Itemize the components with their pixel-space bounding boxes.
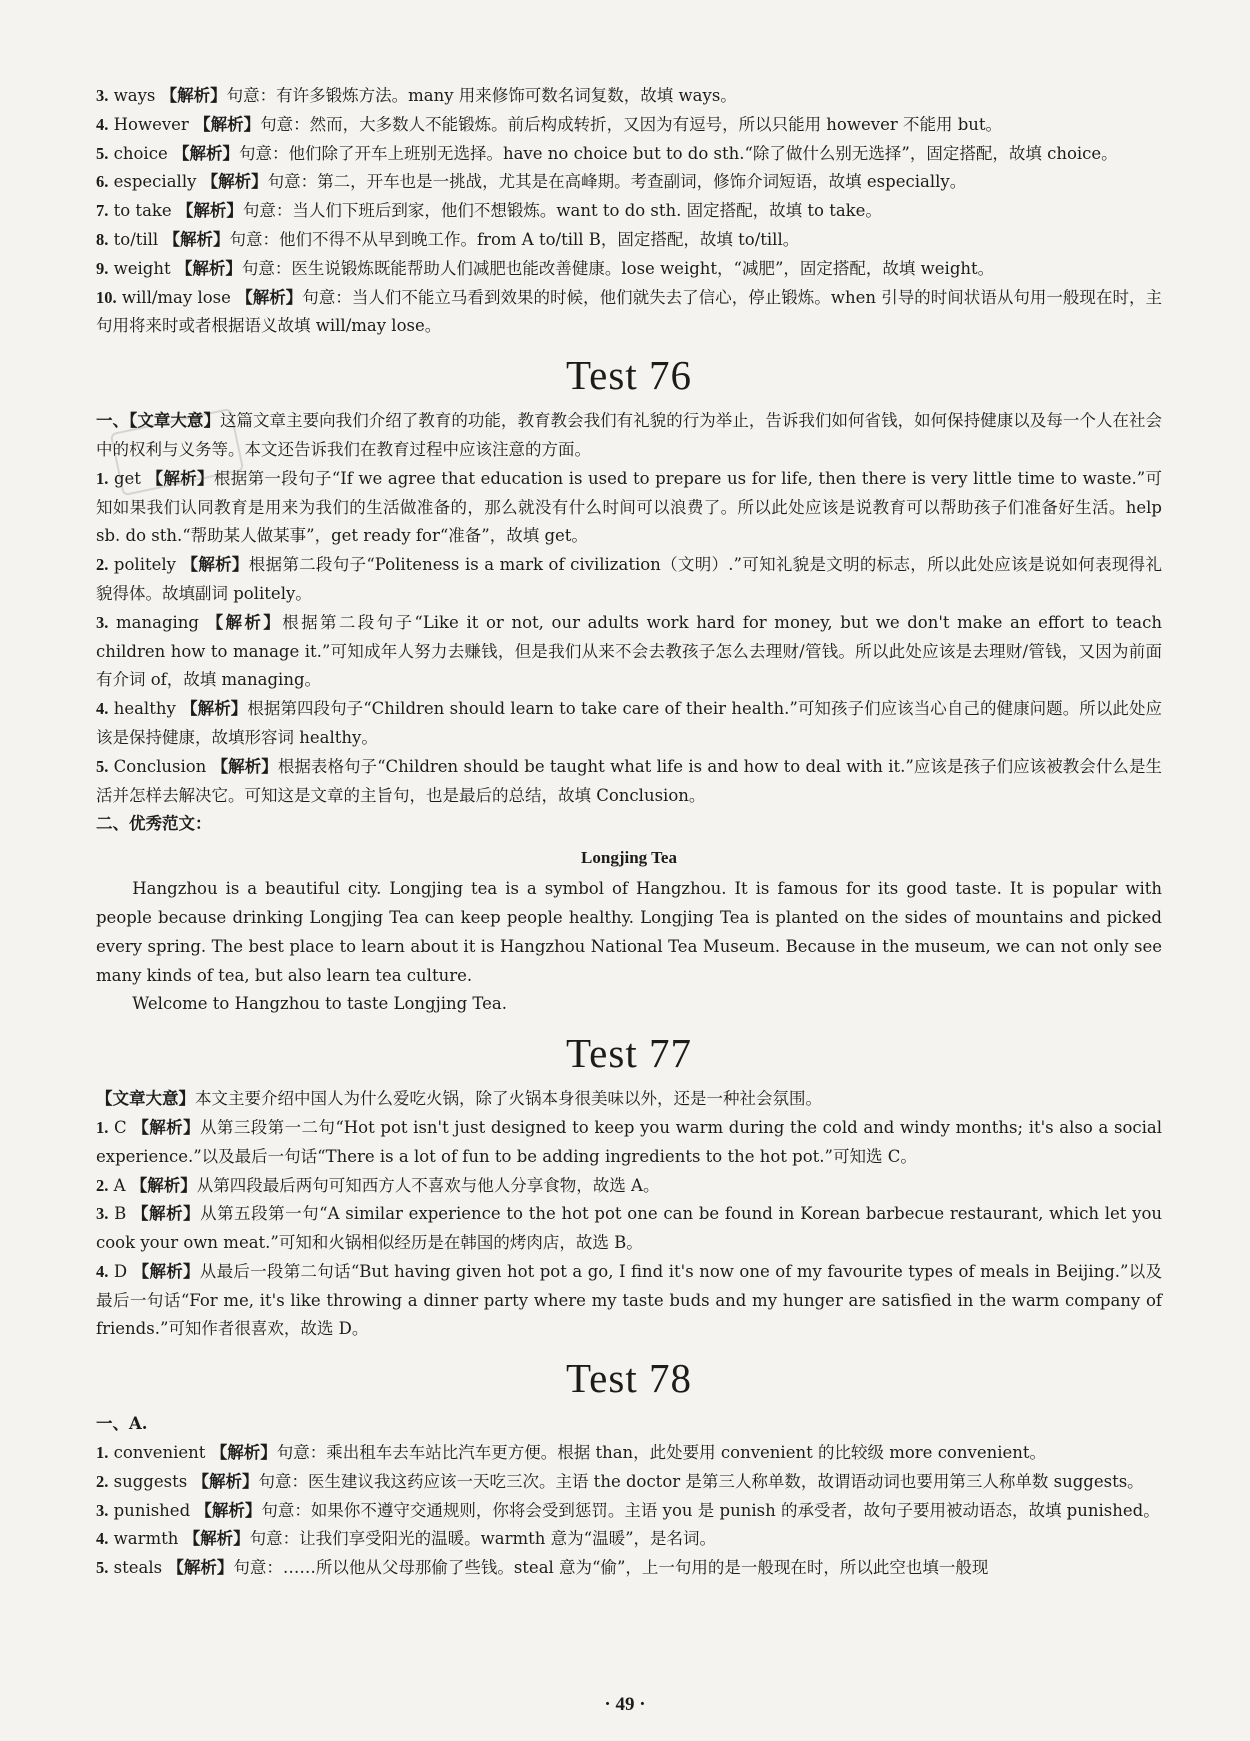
answer-item: 1. C 【解析】从第三段第一二句“Hot pot isn't just designed to keep you warm during the cold and windy months; it's also a social experience.”以及最后一句话“There is a lot of fun to be adding ingredients to the hot pot.”可知选 C。: [96, 1117, 1163, 1166]
page-number: · 49 ·: [604, 1694, 646, 1715]
answer-item: 3. B 【解析】从第五段第一句“A similar experience to the hot pot one can be found in Korean barbecue restaurant, which let you cook your own meat.”可知和火锅相似经历是在韩国的烤肉店，故选 B。: [96, 1204, 1163, 1253]
test76-summary: 一、【文章大意】这篇文章主要向我们介绍了教育的功能，教育教会我们有礼貌的行为举止，告诉我们如何省钱，如何保持健康以及每一个人在社会中的权利与义务等。本文还告诉我们在教育过程中应该注意的方面。: [96, 411, 1162, 459]
answer-item: 4. D 【解析】从最后一段第二句话“But having given hot pot a go, I find it's now one of my favourite types of meals in Beijing.”以及最后一句话“For me, it's like throwing a dinner party where my taste buds and my hunger are satisfied in the warm company of friends.”可知作者很喜欢，故选 D。: [96, 1261, 1163, 1339]
answer-item: 5. steals 【解析】句意：……所以他从父母那偷了些钱。steal 意为“偷”，上一句用的是一般现在时，所以此空也填一般现: [96, 1558, 989, 1578]
test77-summary: 【文章大意】本文主要介绍中国人为什么爱吃火锅，除了火锅本身很美味以外，还是一种社会氛围。: [96, 1089, 822, 1109]
answer-item: 1. convenient 【解析】句意：乘出租车去车站比汽车更方便。根据 than，此处要用 convenient 的比较级 more convenient。: [96, 1443, 1047, 1463]
answer-item: 6. especially 【解析】句意：第二，开车也是一挑战，尤其是在高峰期。考查副词，修饰介词短语，故填 especially。: [96, 172, 967, 192]
answer-item: 5. choice 【解析】句意：他们除了开车上班别无选择。have no choice but to do sth.“除了做什么别无选择”，固定搭配，故填 choice。: [96, 143, 1118, 163]
answer-item: 8. to/till 【解析】句意：他们不得不从早到晚工作。from A to/till B，固定搭配，故填 to/till。: [96, 229, 800, 249]
test75-answers: [96, 82, 1162, 341]
test77-heading: Test 77: [566, 1030, 692, 1077]
test78-heading: Test 78: [566, 1355, 692, 1402]
answer-item: 4. However 【解析】句意：然而，大多数人不能锻炼。前后构成转折，又因为有逗号，所以只能用 however 不能用 but。: [96, 114, 1003, 134]
essay-title: Longjing Tea: [581, 848, 677, 868]
answer-item: 2. politely 【解析】根据第二段句子“Politeness is a mark of civilization（文明）.”可知礼貌是文明的标志，所以此处应该是说如何表现得礼貌得体。故填副词 politely。: [96, 555, 1162, 603]
answer-item: 4. healthy 【解析】根据第四段句子“Children should learn to take care of their health.”可知孩子们应该当心自己的健康问题。所以此处应该是保持健康，故填形容词 healthy。: [96, 699, 1163, 747]
answer-item: 3. managing 【解析】根据第二段句子“Like it or not, our adults work hard for money, but we don't make an effort to teach children how to manage it.”可知成年人努力去赚钱，但是我们从来不会去教孩子怎么去理财/管钱。所以此处应该是去理财/管钱，又因为前面有介词 of，故填 managing。: [96, 612, 1163, 690]
answer-item: 5. Conclusion 【解析】根据表格句子“Children should be taught what life is and how to deal with it.”应该是孩子们应该被教会什么是生活并怎样去解决它。可知这是文章的主旨句，也是最后的总结，故填 Conclusion。: [96, 756, 1163, 805]
answer-item: 1. get 【解析】根据第一段句子“If we agree that education is used to prepare us for life, then there is very little time to waste.”可知如果我们认同教育是用来为我们的生活做准备的，那么就没有什么时间可以浪费了。所以此处应该是说教育可以帮助孩子们准备好生活。help sb. do sth.“帮助某人做某事”，get ready for“准备”，故填 get。: [96, 468, 1163, 546]
answer-item: 10. will/may lose 【解析】句意：当人们不能立马看到效果的时候，他们就失去了信心，停止锻炼。when 引导的时间状语从句用一般现在时，主句用将来时或者根据语义故填 will/may lose。: [96, 287, 1162, 336]
answer-page: [96, 82, 1162, 1583]
test76-heading: Test 76: [566, 352, 692, 399]
answer-item: 2. suggests 【解析】句意：医生建议我这药应该一天吃三次。主语 the doctor 是第三人称单数，故谓语动词也要用第三人称单数 suggests。: [96, 1471, 1144, 1491]
essay-label: 二、优秀范文：: [96, 814, 212, 834]
essay-paragraph: Hangzhou is a beautiful city. Longjing tea is a symbol of Hangzhou. It is famous for its good taste. It is popular with people because drinking Longjing Tea can keep people healthy. Longjing Tea is planted on the sides of mountains and picked every spring. The best place to learn about it is Hangzhou National Tea Museum. Because in the museum, we can not only see many kinds of tea, but also learn tea culture.: [96, 879, 1162, 985]
essay-paragraph: Welcome to Hangzhou to taste Longjing Tea.: [132, 994, 507, 1014]
answer-item: 4. warmth 【解析】句意：让我们享受阳光的温暖。warmth 意为“温暖”，是名词。: [96, 1529, 717, 1549]
answer-item: 9. weight 【解析】句意：医生说锻炼既能帮助人们减肥也能改善健康。lose weight，“减肥”，固定搭配，故填 weight。: [96, 258, 995, 278]
answer-item: 3. punished 【解析】句意：如果你不遵守交通规则，你将会受到惩罚。主语 you 是 punish 的承受者，故句子要用被动语态，故填 punished。: [96, 1500, 1160, 1520]
answer-item: 2. A 【解析】从第四段最后两句可知西方人不喜欢与他人分享食物，故选 A。: [96, 1175, 660, 1195]
answer-item: 3. ways 【解析】句意：有许多锻炼方法。many 用来修饰可数名词复数，故填 ways。: [96, 86, 737, 105]
answer-item: 7. to take 【解析】句意：当人们下班后到家，他们不想锻炼。want to do sth. 固定搭配，故填 to take。: [96, 201, 882, 221]
test78-section-label: 一、A.: [96, 1414, 148, 1434]
